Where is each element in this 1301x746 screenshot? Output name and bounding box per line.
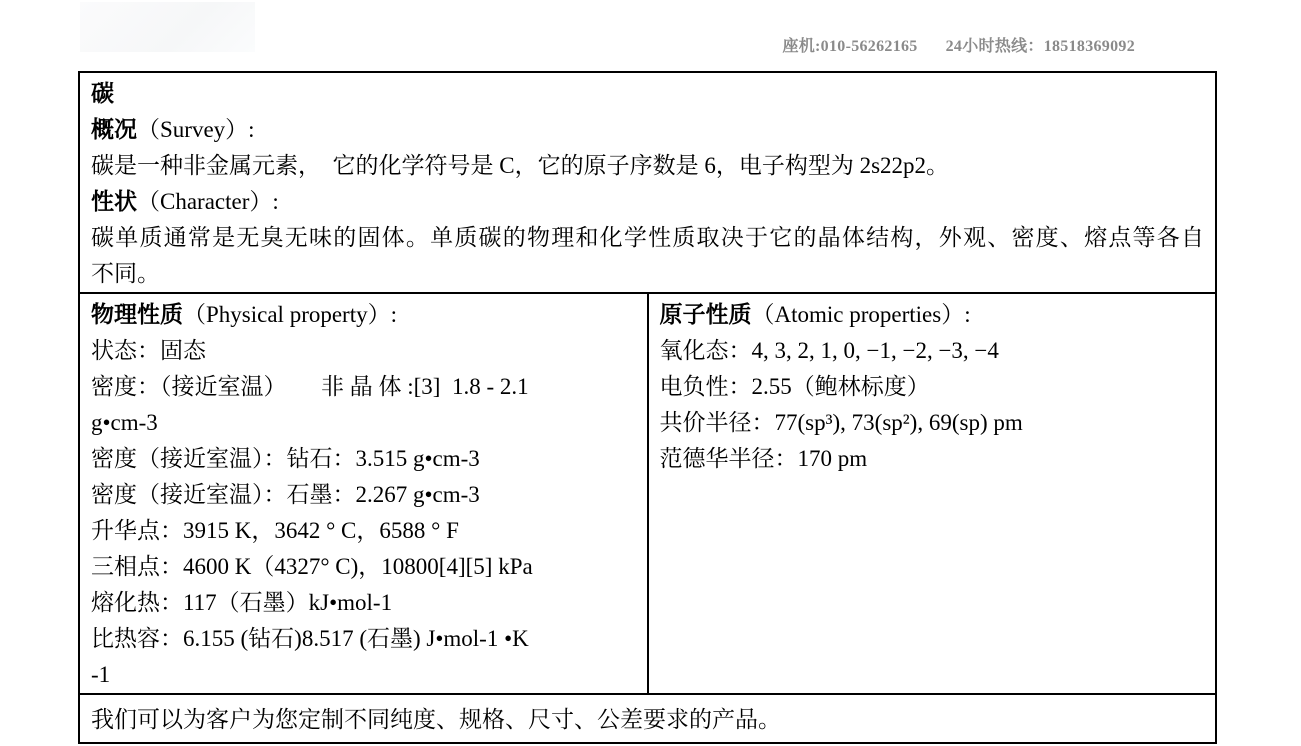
- intro-cell: [79, 72, 1216, 293]
- character-text-line2: 不同。: [91, 261, 160, 286]
- survey-label: 概况: [91, 117, 137, 142]
- physical-suffix: （Physical property）:: [183, 302, 397, 327]
- custom-note-text: 我们可以为客户为您定制不同纯度、规格、尺寸、公差要求的产品。: [91, 707, 781, 732]
- element-title: 碳: [91, 81, 114, 106]
- footer-row: [79, 694, 1216, 743]
- contact-header: [782, 33, 1135, 56]
- physical-line-triple-point: 三相点：4600 K（4327° C)，10800[4][5] kPa: [91, 554, 533, 579]
- physical-line-sublimation: 升华点：3915 K，3642 ° C，6588 ° F: [91, 518, 459, 543]
- survey-text: 碳是一种非金属元素， 它的化学符号是 C，它的原子序数是 6，电子构型为 2s22p2。: [91, 153, 950, 178]
- physical-line-density-graphite: 密度（接近室温）：石墨：2.267 g•cm-3: [91, 482, 480, 507]
- physical-line-specific-heat: 比热容：6.155 (钻石)8.517 (石墨) J•mol-1 •K: [91, 626, 529, 651]
- atomic-properties-cell: [648, 293, 1217, 694]
- physical-heading: [91, 297, 636, 333]
- faded-logo: [80, 2, 255, 52]
- physical-line-specific-heat-wrap: -1: [91, 662, 111, 687]
- physical-label: 物理性质: [91, 302, 183, 327]
- character-text-line1: 碳单质通常是无臭无味的固体。单质碳的物理和化学性质取决于它的晶体结构，外观、密度、熔点等各自: [91, 225, 1204, 250]
- character-label: 性状: [91, 189, 137, 214]
- character-suffix: （Character）:: [137, 189, 279, 214]
- survey-suffix: （Survey）:: [137, 117, 255, 142]
- atomic-heading: [660, 297, 1205, 333]
- survey-heading: [91, 112, 1204, 148]
- element-info-table: [78, 71, 1217, 744]
- physical-line-state: 状态：固态: [91, 338, 206, 363]
- physical-line-density-amorphous: 密度：（接近室温） 非 晶 体 :[3] 1.8 - 2.1: [91, 374, 529, 399]
- intro-row: [79, 72, 1216, 293]
- physical-line-density-diamond: 密度（接近室温）：钻石：3.515 g•cm-3: [91, 446, 480, 471]
- atomic-line-vdw-radius: 范德华半径：170 pm: [659, 446, 868, 471]
- properties-row: [79, 293, 1216, 694]
- atomic-line-electronegativity: 电负性：2.55（鲍林标度）: [659, 374, 930, 399]
- atomic-line-covalent-radius: 共价半径：77(sp³), 73(sp²), 69(sp) pm: [659, 410, 1023, 435]
- physical-line-density-amorphous-wrap: g•cm-3: [91, 410, 158, 435]
- physical-properties-cell: [79, 293, 648, 694]
- physical-line-fusion-heat: 熔化热：117（石墨）kJ•mol-1: [91, 590, 393, 615]
- atomic-line-oxidation: 氧化态：4, 3, 2, 1, 0, −1, −2, −3, −4: [659, 338, 999, 363]
- atomic-suffix: （Atomic properties）:: [751, 302, 971, 327]
- landline-number: 座机:010-56262165: [782, 38, 918, 55]
- character-heading: [91, 184, 1204, 220]
- custom-note-cell: [79, 694, 1216, 743]
- atomic-label: 原子性质: [659, 302, 752, 327]
- hotline-number: 24小时热线：18518369092: [945, 38, 1135, 55]
